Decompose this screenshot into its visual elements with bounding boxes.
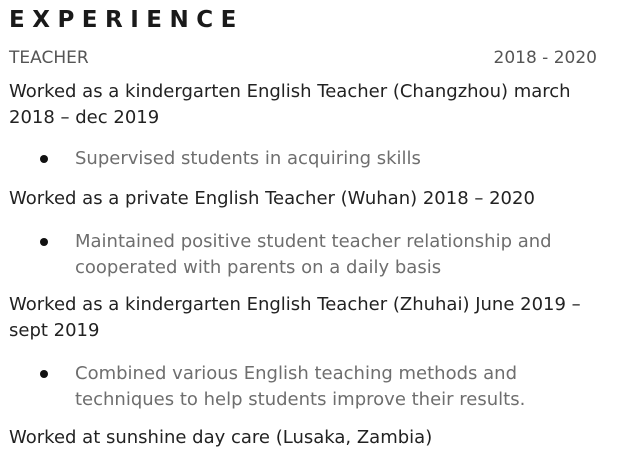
bullet-text-line-2: techniques to help students improve their results. [75,389,526,410]
experience-entry-3-line-2: sept 2019 [9,320,100,341]
bullet-item [40,229,600,281]
bullet-dot-icon [40,370,48,378]
role-dates: 2018 - 2020 [493,48,597,68]
bullet-item [40,146,600,172]
experience-entry-4-line-1: Worked at sunshine day care (Lusaka, Zambia) [9,427,433,448]
role-header [9,45,597,71]
bullet-text-line-2: cooperated with parents on a daily basis [75,257,442,278]
section-title: EXPERIENCE [9,7,244,33]
bullet-text: Supervised students in acquiring skills [75,148,421,169]
experience-entry-1-line-2: 2018 – dec 2019 [9,107,160,128]
role-title: TEACHER [9,48,89,68]
bullet-text-line-1: Maintained positive student teacher relationship and [75,231,552,252]
bullet-item [40,361,600,413]
bullet-text-line-1: Combined various English teaching methods and [75,363,517,384]
experience-entry-1-line-1: Worked as a kindergarten English Teacher (Changzhou) march [9,81,571,102]
bullet-dot-icon [40,238,48,246]
experience-entry-3-line-1: Worked as a kindergarten English Teacher (Zhuhai) June 2019 – [9,294,581,315]
experience-entry-2-line-1: Worked as a private English Teacher (Wuhan) 2018 – 2020 [9,188,535,209]
bullet-dot-icon [40,155,48,163]
